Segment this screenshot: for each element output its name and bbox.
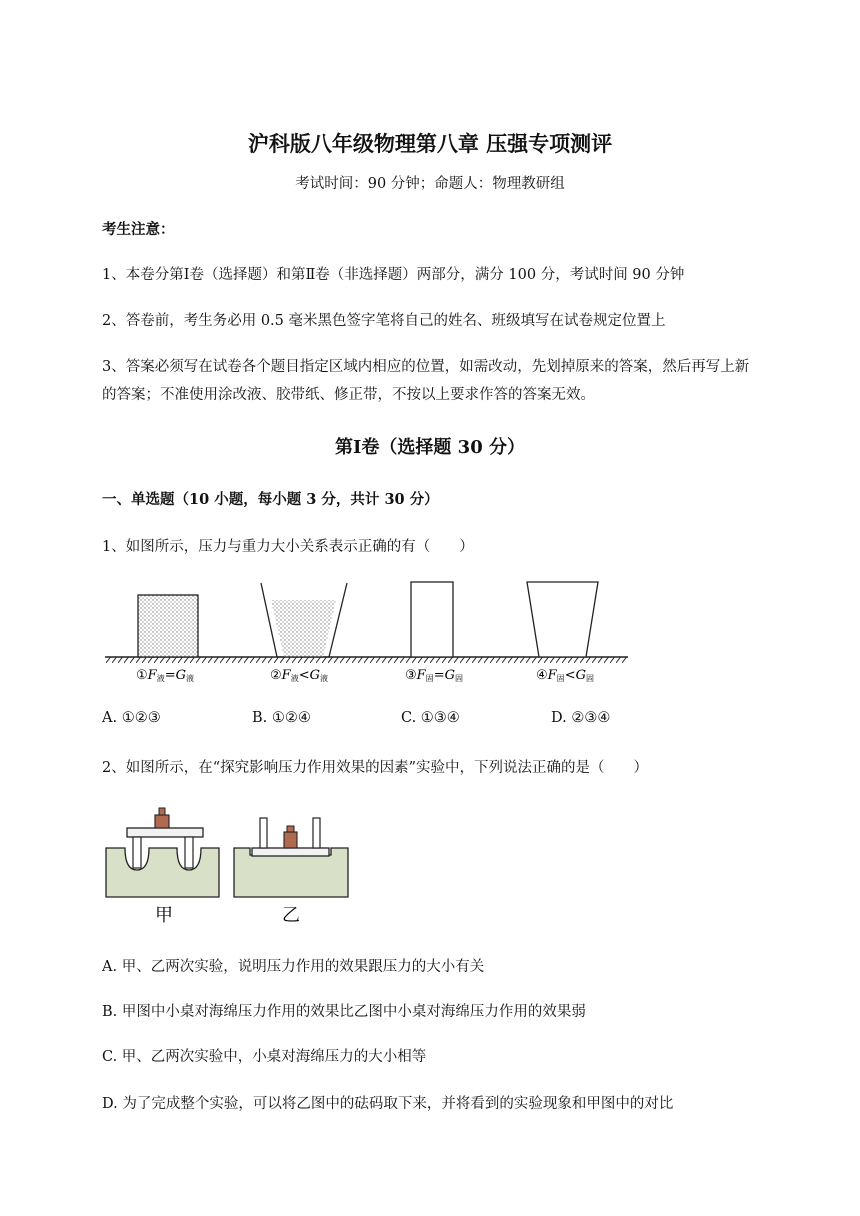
fig2-label-jia: 甲: [155, 905, 173, 926]
question-1-stem: 1、如图所示，压力与重力大小关系表示正确的有（ ）: [102, 539, 474, 555]
q1-option-b: B. ①②④: [252, 710, 311, 726]
table-leg-jia-left: [133, 837, 141, 868]
notice-item-2: 2、答卷前，考生务必用 0.5 毫米黑色签字笔将自己的姓名、班级填写在试卷规定位置上: [102, 313, 666, 329]
sponge-jia: [106, 848, 219, 897]
table-leg-jia-right: [185, 837, 193, 868]
container-1-liquid: [138, 595, 198, 657]
fig1-label-4: ④F固<G固: [536, 668, 594, 683]
page-title: 沪科版八年级物理第八章 压强专项测评: [247, 131, 613, 156]
fig2-label-yi: 乙: [282, 905, 300, 926]
notice-item-3-cont: 的答案；不准使用涂改液、胶带纸、修正带，不按以上要求作答的答案无效。: [102, 387, 595, 403]
weight-jia-knob: [159, 808, 165, 815]
weight-yi: [284, 832, 297, 848]
ground-hatching: [105, 657, 628, 663]
q2-option-c: C. 甲、乙两次实验中，小桌对海绵压力的大小相等: [102, 1049, 427, 1065]
table-top-yi: [252, 848, 329, 856]
q1-option-c: C. ①③④: [401, 710, 460, 726]
q1-option-a: A. ①②③: [102, 710, 161, 726]
weight-jia: [155, 815, 169, 828]
weight-yi-knob: [287, 826, 294, 832]
fig1-label-2: ②F液<G液: [270, 668, 328, 683]
q2-option-b: B. 甲图中小桌对海绵压力作用的效果比乙图中小桌对海绵压力作用的效果弱: [102, 1004, 586, 1020]
fig1-label-3: ③F固=G固: [405, 668, 463, 683]
question-1-figure: [100, 575, 640, 690]
q1-option-d: D. ②③④: [551, 710, 611, 726]
q2-option-d: D. 为了完成整个实验，可以将乙图中的砝码取下来，并将看到的实验现象和甲图中的对比: [102, 1096, 674, 1112]
table-top-jia: [127, 828, 203, 837]
notice-item-3: 3、答案必须写在试卷各个题目指定区域内相应的位置，如需改动，先划掉原来的答案，然后再写上新: [102, 359, 750, 375]
section-title: 第Ⅰ卷（选择题 30 分）: [334, 437, 525, 458]
table-leg-yi-left: [260, 818, 267, 848]
question-2-figure: [100, 800, 360, 930]
container-2-liquid: [271, 600, 336, 657]
exam-info: 考试时间：90 分钟；命题人：物理教研组: [295, 176, 565, 192]
question-group-heading: 一、单选题（10 小题，每小题 3 分，共计 30 分）: [102, 491, 439, 508]
fig1-label-1: ①F液=G液: [136, 668, 194, 683]
solid-4: [527, 582, 598, 657]
notice-heading: 考生注意：: [102, 221, 175, 238]
solid-3: [411, 582, 453, 657]
q2-option-a: A. 甲、乙两次实验，说明压力作用的效果跟压力的大小有关: [102, 959, 485, 975]
notice-item-1: 1、本卷分第Ⅰ卷（选择题）和第Ⅱ卷（非选择题）两部分，满分 100 分，考试时间 90 分钟: [102, 267, 685, 283]
table-leg-yi-right: [313, 818, 320, 848]
question-2-stem: 2、如图所示，在“探究影响压力作用效果的因素”实验中，下列说法正确的是（ ）: [102, 760, 649, 776]
